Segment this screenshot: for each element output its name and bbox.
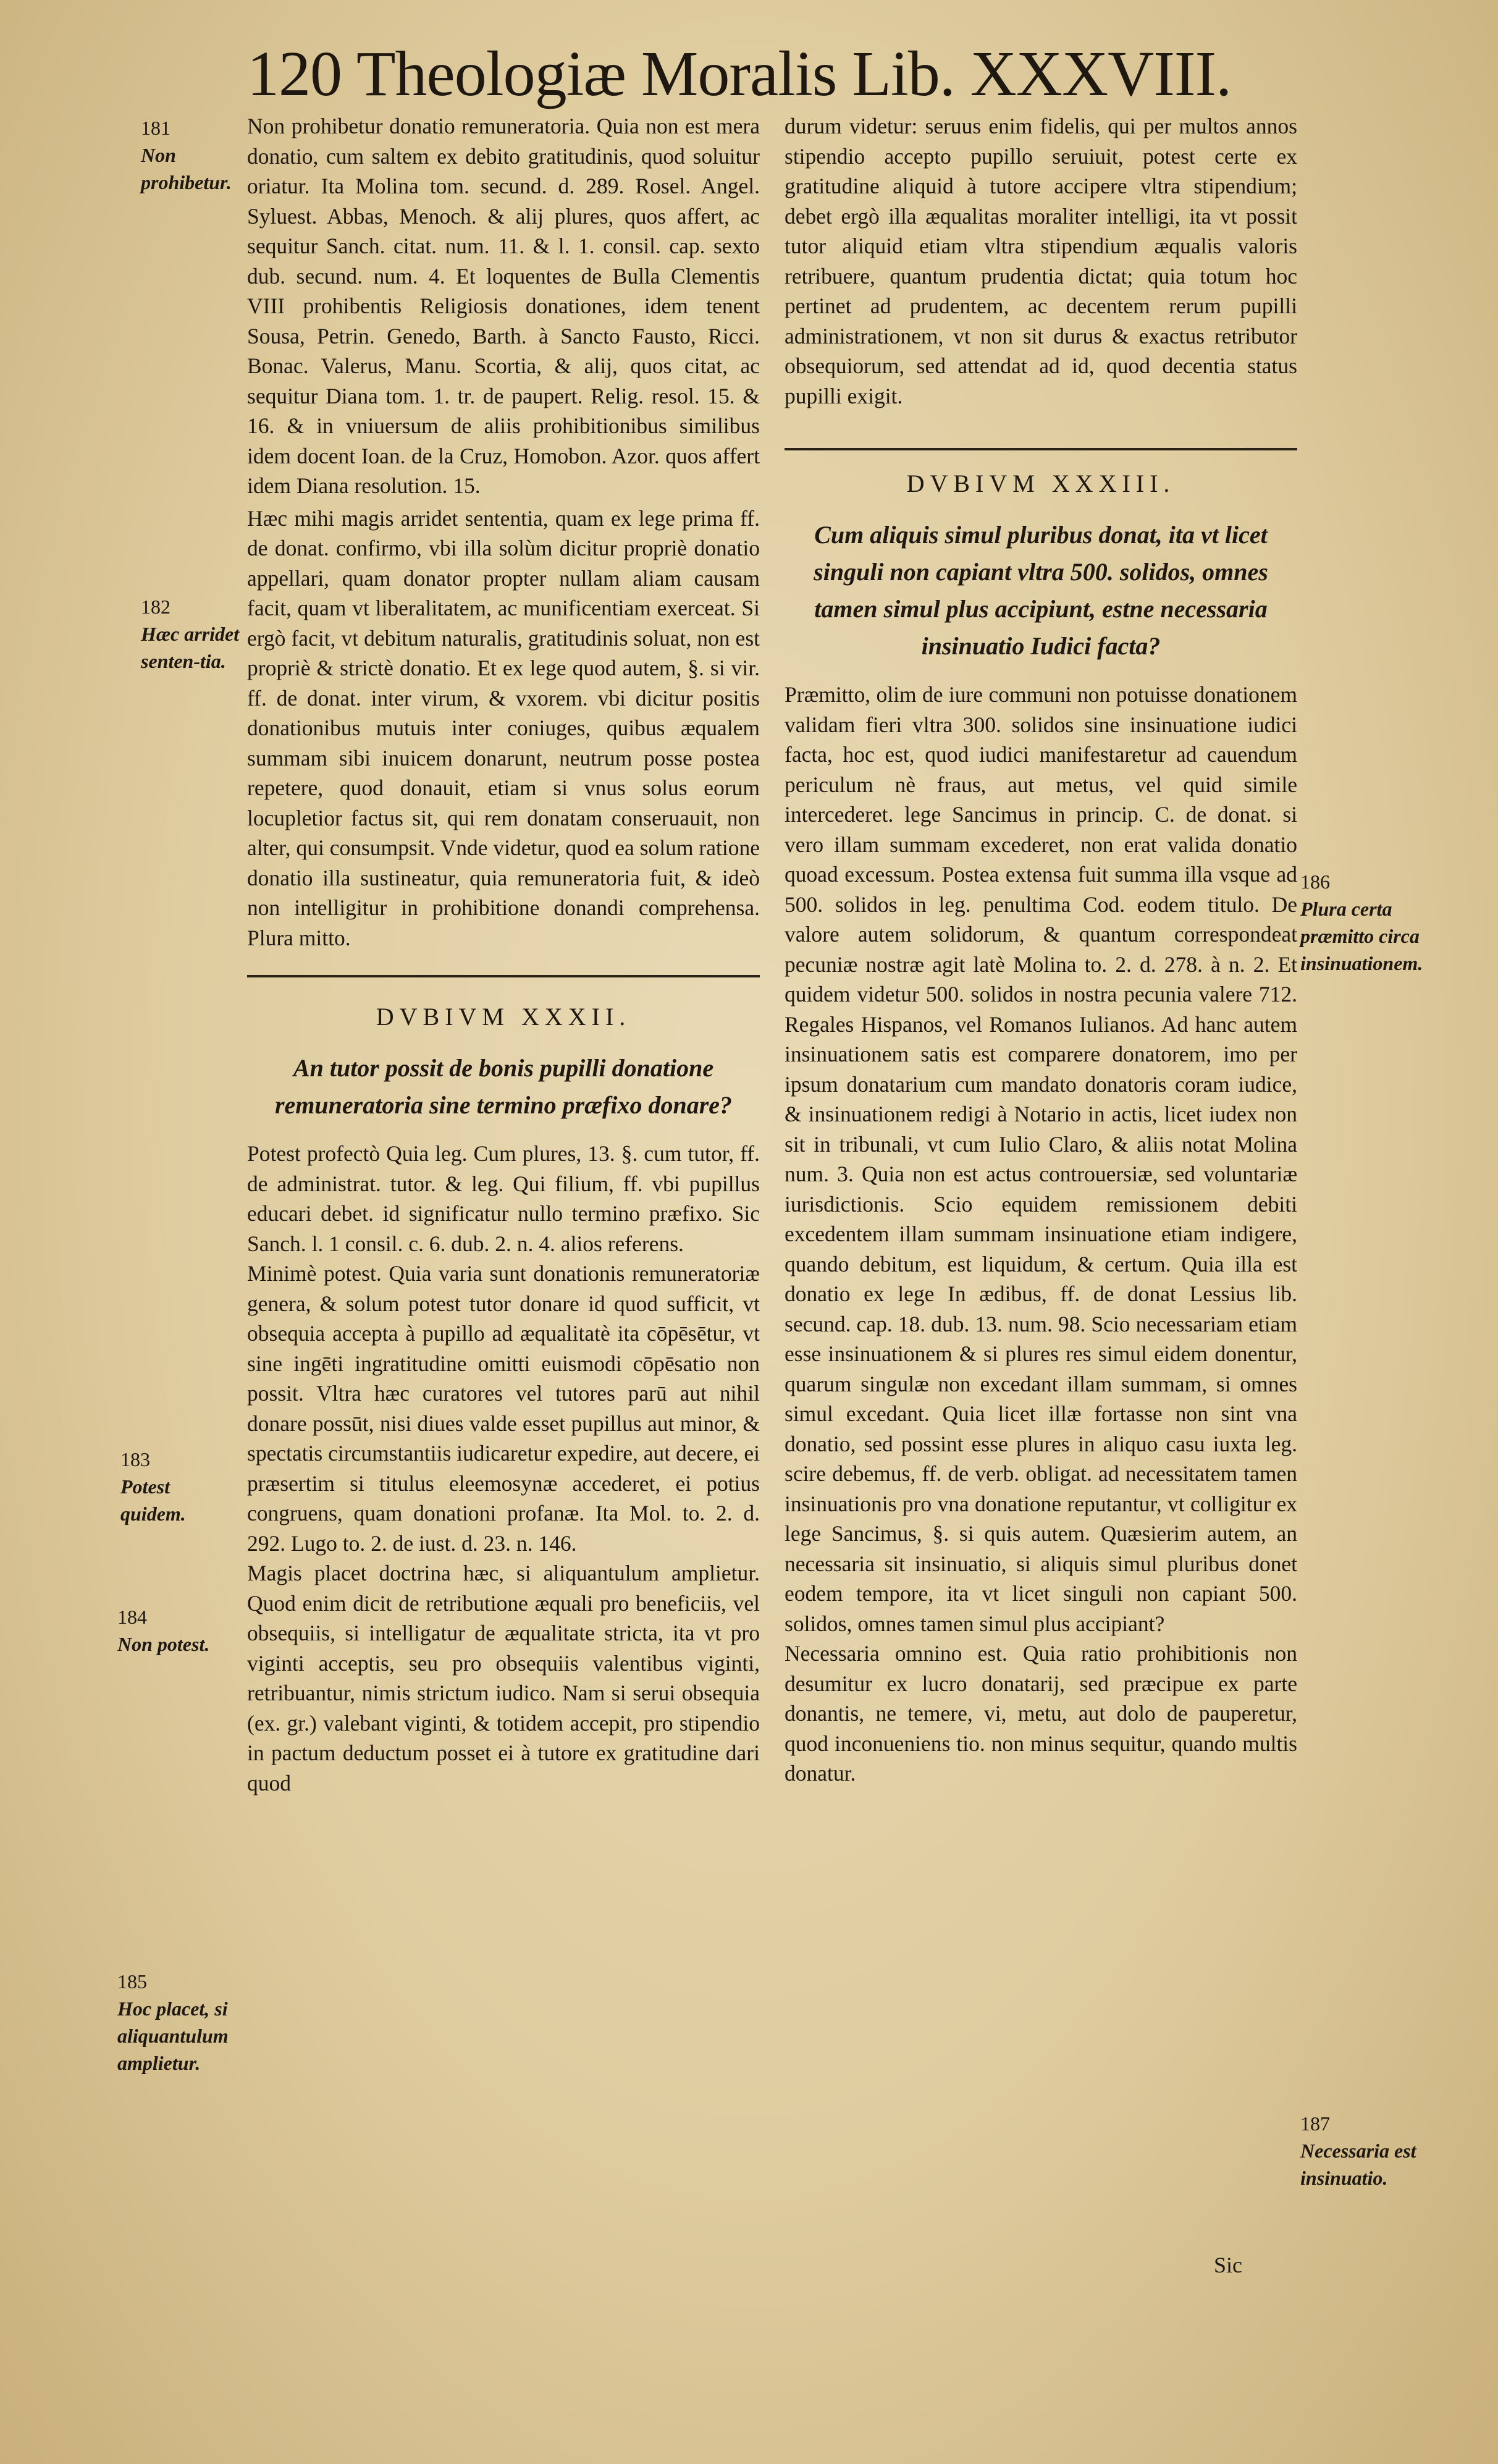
paragraph-186: Præmitto, olim de iure communi non potuisse donationem validam fieri vltra 300. solidos sine insinuatione iudici facta, hoc est, quod iudici manifestaretur ad cauendum periculum nè fraus, aut metus, vel quid simile intercederet. lege Sancimus in princip. C. de donat. si vero illam summam excederet, non erat valida donatio quoad excessum. Postea extensa fuit summa illa vsque ad 500. solidos in leg. penultima Cod. eodem titulo. De valore autem solidorum, & quantum correspondeat pecuniæ nostræ agit latè Molina to. 2. d. 278. à n. 2. Et quidem videtur 500. solidos in nostra pecunia valere 712. Regales Hispanos, vel Romanos Iulianos. Ad hanc autem insinuationem satis est comparere donatorem, imo per ipsum donatarium cum mandato donatoris coram iudice, & insinuationem redigi à Notario in actis, licet iudex non sit in tribunali, vt cum Iulio Claro, & aliis notat Molina num. 3. Quia non est actus controuersiæ, sed voluntariæ iurisdictionis. Scio equidem remissionem debiti excedentem illam summam insinuatione etiam indigere, quando debitum, est liquidum, & certum. Quia illa est donatio ex lege In ædibus, ff. de donat Lessius lib. secund. cap. 18. dub. 13. num. 98. Scio necessariam etiam esse insinuationem & si plures res simul eidem donentur, quarum singulæ non excedant illam summam, si omnes simul excedant. Quia licet illæ fortasse non sint vna donatio, sed possint esse plures in aliquo casu iuxta leg. scire debemus, ff. de verb. obligat. ad necessitatem tamen insinuationis pro vna donatione reputantur, vt colligitur ex lege Sancimus, §. si quis autem. Quæsierim autem, an necessaria sit insinuatio, si aliquis simul pluribus donet eodem tempore, ita vt licet singuli non capiant 500. solidos, omnes tamen simul plus accipiant?	[785, 682, 1297, 1636]
paragraph-continuation: durum videtur: seruus enim fidelis, qui per multos annos stipendio accepto pupillo seruiuit, potest certe ex gratitudine aliquid à tutore accipere vltra stipendium; debet ergò illa æqualitas moraliter intelligi, ita vt possit tutor aliquid etiam vltra stipendium æqualis valoris retribuere, quantum prudentia dictat; quia totum hoc pertinet ad prudentem, ac decentem rerum pupilli administrationem, vt non sit durus & exactus retributor obsequiorum, sed attendat ad id, quod decentia status pupilli exigit.	[785, 114, 1297, 408]
margin-note-187: 187 Necessaria est insinuatio.	[1300, 2112, 1416, 2189]
paragraph-181: Non prohibetur donatio remuneratoria. Quia non est mera donatio, cum saltem ex debito gratitudinis, quod soluitur oriatur. Ita Molina tom. secund. d. 289. Rosel. Angel. Syluest. Abbas, Menoch. & alij plures, quos affert, ac sequitur Sanch. citat. num. 11. & l. 1. consil. cap. sexto dub. secund. num. 4. Et loquentes de Bulla Clementis VIII prohibentis Religiosis donationes, idem tenent Sousa, Petrin. Genedo, Barth. à Sancto Fausto, Ricci. Bonac. Valerus, Manu. Scortia, & alij, quos citat, ac sequitur Diana tom. 1. tr. de paupert. Relig. resol. 15. & 16. & in vniuersum de aliis prohibitionibus similibus idem docent Ioan. de la Cruz, Homobon. Azor. quos affert idem Diana resolution. 15.	[247, 114, 760, 498]
running-title: Theologiæ Moralis Lib. XXXVIII.	[356, 38, 1232, 109]
page-header	[247, 28, 1322, 120]
left-column	[247, 111, 760, 1798]
dubium-xxxiii-heading: DVBIVM XXXIII.	[906, 470, 1176, 497]
right-column	[785, 111, 1297, 1789]
margin-note-183: 183 Potest quidem.	[120, 1448, 186, 1525]
catchword: Sic	[1214, 2253, 1243, 2277]
paragraph-182: Hæc mihi magis arridet sententia, quam ex lege prima ff. de donat. confirmo, vbi illa solùm dicitur propriè donatio appellari, quam donator propter nullam aliam causam facit, quam vt liberalitatem, ac munificentiam exerceat. Si ergò facit, vt debitum naturalis, gratitudinis soluat, non est propriè & strictè donatio. Et ex lege quod autem, §. si vir. ff. de donat. inter virum, & vxorem. vbi dicitur positis donationibus mutuis inter coniuges, quibus æqualem summam sibi inuicem donarunt, neutrum posse postea repetere, quod donauit, etiam si vnus solus eorum locupletior factus sit, qui rem donatam conseruauit, non alter, qui consumpsit. Vnde videtur, quod ea solum ratione donatio illa sustineatur, quia remuneratoria fuit, & ideò non intelligitur in prohibitione donandi comprehensa. Plura mitto.	[247, 505, 760, 950]
dubium-xxxii-title: An tutor possit de bonis pupilli donatione remuneratoria sine termino præfixo donare?	[274, 1054, 733, 1119]
margin-note-182: 182 Hæc arridet senten-tia.	[141, 596, 240, 672]
paragraph-185: Magis placet doctrina hæc, si aliquantulum amplietur. Quod enim dicit de retributione æquali pro beneficiis, vel obsequiis, si intelligatur de æqualitate stricta, ita vt pro viginti acceptis, seu pro obsequiis valentibus viginti, retribuantur, nimis strictum iudico. Nam si serui obsequia (ex. gr.) valebant viginti, & totidem accepit, pro stipendio in pactum deductum posset ei à tutore ex gratitudine dari quod	[247, 1561, 760, 1795]
section-rule	[785, 448, 1297, 450]
margin-note-186: 186 Plura certa præmitto circa insinuationem.	[1300, 871, 1423, 974]
margin-note-185: 185 Hoc placet, si aliquantulum amplietur.	[117, 1970, 229, 2074]
dubium-xxxii-heading: DVBIVM XXXII.	[376, 1003, 631, 1031]
margin-note-184: 184 Non potest.	[117, 1606, 210, 1655]
paragraph-187: Necessaria omnino est. Quia ratio prohibitionis non desumitur ex lucro donatarij, sed præcipue ex parte donantis, ne temere, vi, metu, aut dolo de pauperetur, quod inconueniens tio. non minus sequitur, quando multis donatur.	[785, 1641, 1297, 1786]
section-rule	[247, 975, 760, 977]
paragraph-184: Minimè potest. Quia varia sunt donationis remuneratoriæ genera, & solum potest tutor donare id quod sufficit, vt obsequia accepta à pupillo ad æqualitatè ita cōpēsētur, vt sine ingēti ingratitudine omitti euismodi cōpēsatio non possit. Vltra hæc curatores vel tutores parū aut nihil donare possūt, nisi diues valde esset pupillus aut minor, & spectatis circumstantiis iudicaretur expedire, aut decere, ei præsertim si titulus eleemosynæ accederet, ei potius congruens, quam donationi profanæ. Ita Mol. to. 2. d. 292. Lugo to. 2. de iust. d. 23. n. 146.	[247, 1261, 760, 1556]
page-number: 120	[247, 38, 342, 109]
paragraph-183: Potest profectò Quia leg. Cum plures, 13. §. cum tutor, ff. de administrat. tutor. & leg. Qui filium, ff. vbi pupillus educari debet. id significatur nullo termino præfixo. Sic Sanch. l. 1 consil. c. 6. dub. 2. n. 4. alios referens.	[247, 1141, 760, 1256]
dubium-xxxiii-title: Cum aliquis simul pluribus donat, ita vt licet singuli non capiant vltra 500. solidos, omnes tamen simul plus accipiunt, estne necessaria insinuatio Iudici facta?	[814, 521, 1268, 660]
margin-note-181: 181 Non prohibetur.	[141, 117, 232, 193]
